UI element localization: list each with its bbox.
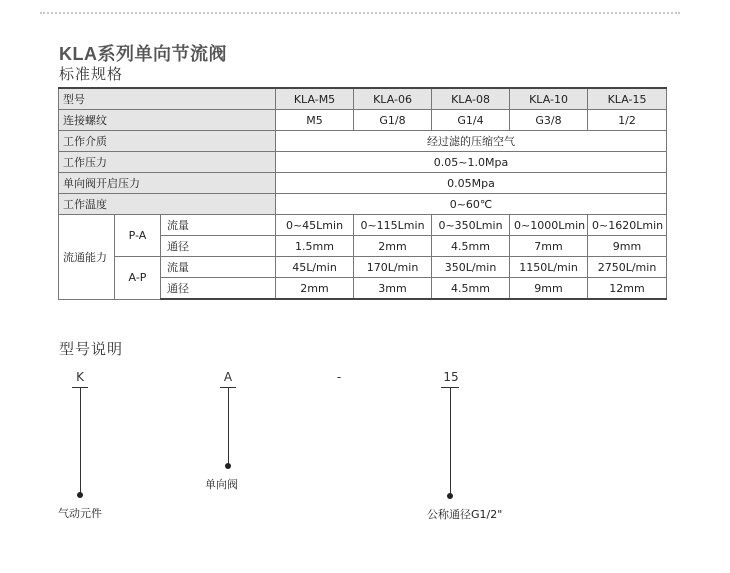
title-brand: KLA	[59, 44, 98, 64]
title-text: 系列单向节流阀	[97, 44, 227, 65]
note-check-valve: 单向阀	[205, 478, 238, 491]
model-cell: KLA-15	[588, 88, 667, 110]
model-cell: KLA-06	[354, 88, 432, 110]
code-dash: -	[336, 370, 342, 384]
ap-flow-label: 流量	[161, 257, 276, 278]
medium-row	[59, 131, 667, 152]
ap-flow-cell: 350L/min	[432, 257, 510, 278]
top-dotted-divider	[40, 12, 680, 14]
note-bore: 公称通径G1/2"	[427, 508, 503, 521]
pa-dia-cell: 9mm	[588, 236, 667, 257]
pa-dia-cell: 7mm	[510, 236, 588, 257]
pa-dia-label: 通径	[161, 236, 276, 257]
ap-dia-label: 通径	[161, 278, 276, 300]
flow-pa-flow-row	[59, 215, 667, 236]
pa-flow-cell: 0~115Lmin	[354, 215, 432, 236]
dir-pa-label: P-A	[115, 215, 161, 257]
code-15: 15	[443, 370, 459, 384]
note-pneumatic: 气动元件	[58, 507, 102, 520]
flow-ap-flow-row	[59, 257, 667, 278]
leader-line-a	[228, 388, 229, 465]
ap-flow-cell: 170L/min	[354, 257, 432, 278]
leader-dot-a	[225, 463, 231, 469]
medium-value: 经过滤的压缩空气	[276, 131, 667, 152]
pa-dia-cell: 2mm	[354, 236, 432, 257]
ap-dia-cell: 2mm	[276, 278, 354, 300]
pa-dia-cell: 4.5mm	[432, 236, 510, 257]
model-cell: KLA-M5	[276, 88, 354, 110]
check-pressure-row	[59, 173, 667, 194]
pa-flow-cell: 0~45Lmin	[276, 215, 354, 236]
thread-label: 连接螺纹	[59, 110, 276, 131]
ap-dia-cell: 3mm	[354, 278, 432, 300]
pressure-row	[59, 152, 667, 173]
dir-ap-label: A-P	[115, 257, 161, 300]
medium-label: 工作介质	[59, 131, 276, 152]
ap-flow-cell: 1150L/min	[510, 257, 588, 278]
check-pressure-value: 0.05Mpa	[276, 173, 667, 194]
ap-flow-cell: 45L/min	[276, 257, 354, 278]
pa-dia-cell: 1.5mm	[276, 236, 354, 257]
code-a: A	[223, 370, 233, 384]
leader-line-k	[80, 388, 81, 495]
temperature-value: 0~60℃	[276, 194, 667, 215]
spec-header-row	[59, 88, 667, 110]
pa-flow-label: 流量	[161, 215, 276, 236]
leader-line-15	[450, 388, 451, 496]
pa-flow-cell: 0~350Lmin	[432, 215, 510, 236]
ap-flow-cell: 2750L/min	[588, 257, 667, 278]
pa-flow-cell: 0~1000Lmin	[510, 215, 588, 236]
thread-cell: G1/8	[354, 110, 432, 131]
spec-table	[58, 87, 667, 300]
temperature-row	[59, 194, 667, 215]
thread-cell: 1/2	[588, 110, 667, 131]
spec-section-title: 标准规格	[59, 65, 124, 83]
check-pressure-label: 单向阀开启压力	[59, 173, 276, 194]
thread-cell: G1/4	[432, 110, 510, 131]
model-explain-title: 型号说明	[59, 340, 124, 358]
thread-row	[59, 110, 667, 131]
model-cell: KLA-10	[510, 88, 588, 110]
temperature-label: 工作温度	[59, 194, 276, 215]
flow-capacity-label: 流通能力	[59, 215, 115, 300]
code-k: K	[76, 370, 84, 384]
pa-flow-cell: 0~1620Lmin	[588, 215, 667, 236]
leader-dot-k	[77, 492, 83, 498]
pressure-label: 工作压力	[59, 152, 276, 173]
thread-cell: M5	[276, 110, 354, 131]
ap-dia-cell: 9mm	[510, 278, 588, 300]
pressure-value: 0.05~1.0Mpa	[276, 152, 667, 173]
thread-cell: G3/8	[510, 110, 588, 131]
leader-dot-15	[447, 493, 453, 499]
header-label: 型号	[59, 88, 276, 110]
model-cell: KLA-08	[432, 88, 510, 110]
ap-dia-cell: 12mm	[588, 278, 667, 300]
ap-dia-cell: 4.5mm	[432, 278, 510, 300]
